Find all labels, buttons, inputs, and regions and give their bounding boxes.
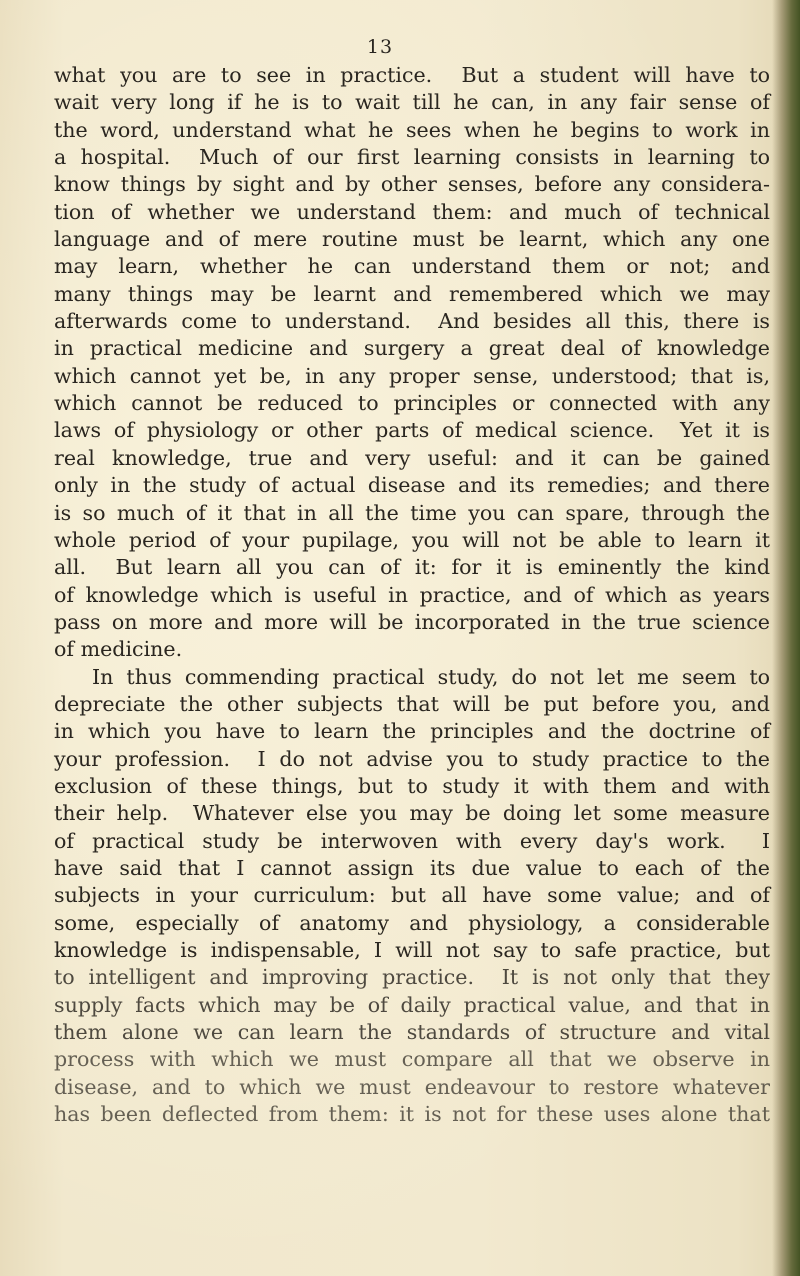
text-line: of knowledge which is useful in practice, and of which as years — [54, 582, 770, 607]
body-text — [54, 62, 770, 1128]
text-line: tion of whether we understand them: and much of technical — [54, 199, 770, 224]
text-line: language and of mere routine must be learnt, which any one — [54, 227, 770, 252]
text-line: knowledge is indispensable, I will not say to safe practice, but — [54, 938, 770, 962]
text-line: pass on more and more will be incorporated in the true science — [54, 609, 770, 634]
text-line-paragraph-start: In thus commending practical study, do not let me seem to — [92, 664, 770, 689]
text-line: to intelligent and improving practice. It is not only that they — [54, 965, 770, 990]
text-line: laws of physiology or other parts of medical science. Yet it is — [54, 418, 770, 443]
text-line: which cannot be reduced to principles or connected with any — [54, 391, 770, 416]
text-line: them alone we can learn the standards of structure and vital — [54, 1020, 770, 1045]
text-line: your profession. I do not advise you to study practice to the — [54, 746, 770, 771]
text-line: has been deflected from them: it is not for these uses alone that — [54, 1102, 770, 1127]
text-line: subjects in your curriculum: but all have some value; and of — [54, 883, 770, 908]
text-line: supply facts which may be of daily practical value, and that in — [54, 992, 770, 1017]
text-line: is so much of it that in all the time you can spare, through the — [54, 500, 770, 525]
text-line: exclusion of these things, but to study it with them and with — [54, 773, 770, 798]
text-line: process with which we must compare all that we observe in — [54, 1047, 770, 1072]
text-line: disease, and to which we must endeavour to restore whatever — [54, 1074, 770, 1099]
text-line: all. But learn all you can of it: for it is eminently the kind — [54, 555, 770, 580]
page-number: 13 — [366, 36, 394, 58]
text-line: the word, understand what he sees when he begins to work in — [54, 117, 770, 142]
text-line: have said that I cannot assign its due value to each of the — [54, 855, 770, 880]
text-line: may learn, whether he can understand them or not; and — [54, 254, 770, 279]
text-line: only in the study of actual disease and its remedies; and there — [54, 473, 770, 498]
text-line: in which you have to learn the principles and the doctrine of — [54, 719, 770, 744]
text-line: of practical study be interwoven with every day's work. I — [54, 828, 770, 853]
text-line: whole period of your pupilage, you will not be able to learn it — [54, 527, 770, 552]
text-line-paragraph-end: of medicine. — [54, 637, 183, 662]
text-line: some, especially of anatomy and physiology, a considerable — [54, 910, 770, 935]
page-binding-edge — [772, 0, 800, 1276]
text-line: in practical medicine and surgery a great deal of knowledge — [54, 336, 770, 361]
text-line: many things may be learnt and remembered which we may — [54, 281, 770, 306]
text-line: wait very long if he is to wait till he can, in any fair sense of — [54, 90, 770, 115]
text-line: their help. Whatever else you may be doing let some measure — [54, 801, 770, 826]
text-line: which cannot yet be, in any proper sense, understood; that is, — [54, 363, 770, 388]
text-line: what you are to see in practice. But a student will have to — [54, 63, 770, 87]
text-line: real knowledge, true and very useful: and it can be gained — [54, 445, 770, 470]
text-line: depreciate the other subjects that will be put before you, and — [54, 691, 770, 716]
text-line: a hospital. Much of our first learning consists in learning to — [54, 145, 770, 170]
text-line: know things by sight and by other senses, before any considera- — [54, 172, 770, 197]
text-line: afterwards come to understand. And besides all this, there is — [54, 309, 770, 334]
